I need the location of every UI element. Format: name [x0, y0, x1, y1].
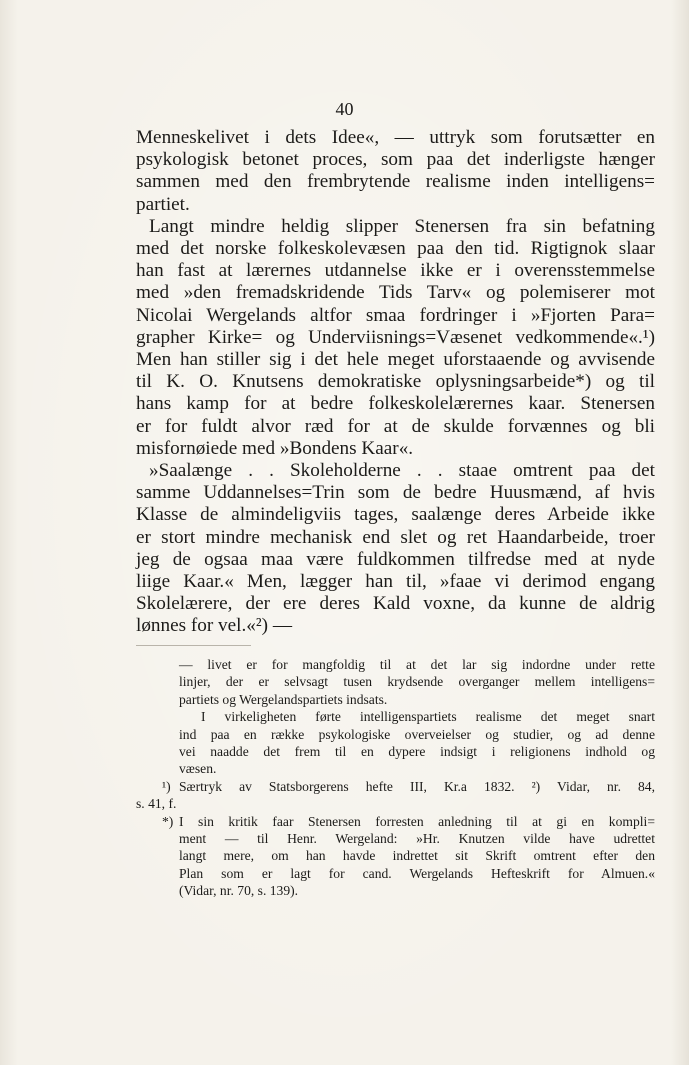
text-line: grapher Kirke= og Underviisnings=Væsenet vedkommende«.¹)	[136, 326, 655, 348]
footnote-line: I virkeligheten førte intelligenspartiets realisme det meget snart	[201, 709, 655, 725]
text-line: Langt mindre heldig slipper Stenersen fra sin befatning	[149, 215, 655, 237]
text-line: Men han stiller sig i det hele meget uforstaaende og avvisende	[136, 349, 655, 371]
text-line: er stort mindre mechanisk end slet og ret Haandarbeide, troer	[136, 526, 655, 548]
paragraph-1	[136, 127, 655, 216]
text-line: med »den fremadskridende Tids Tarv« og polemiserer mot	[136, 282, 655, 304]
text-line: med det norske folkeskolevæsen paa den tid. Rigtignok slaar	[136, 238, 655, 260]
text-line: jeg de ogsaa maa være fuldkommen tilfredse med at nyde	[136, 548, 655, 570]
footnote-line: Plan som er lagt for cand. Wergelands Hefteskrift for Almuen.«	[179, 865, 655, 881]
footnote-line: Særtryk av Statsborgerens hefte III, Kr.a 1832. ²) Vidar, nr. 84,	[179, 778, 655, 794]
footnote-mark: ¹)	[162, 778, 171, 794]
footnote-line: væsen.	[179, 761, 217, 777]
footnote-line: I sin kritik faar Stenersen forresten anledning til at gi en kompli=	[179, 813, 655, 829]
paragraph-2	[136, 216, 655, 460]
text-line: misfornøiede med »Bondens Kaar«.	[136, 437, 414, 459]
text-line: sammen med den frembrytende realisme inden intelligens=	[136, 171, 655, 193]
footnote-line: linjer, der er selvsagt tusen krydsende overganger mellem intelligens=	[179, 674, 655, 690]
footnote-line: — livet er for mangfoldig til at det lar sig indordne under rette	[179, 657, 655, 672]
footnote-line: (Vidar, nr. 70, s. 139).	[179, 883, 299, 899]
text-line: Menneskelivet i dets Idee«, — uttryk som forutsætter en	[136, 127, 655, 148]
footnote-line: partiets og Wergelandspartiets indsats.	[179, 691, 388, 707]
footnote-line: ment — til Henr. Wergeland: »Hr. Knutzen vilde have udrettet	[179, 831, 655, 847]
footnote-line: vei naadde det frem til en dypere indsigt i religionens indhold og	[179, 744, 655, 760]
main-text	[136, 127, 655, 638]
text-line: er for fuldt alvor ræd for at de skulde forvænnes og bli	[136, 415, 655, 437]
footnote-refs	[136, 778, 655, 813]
footnote-line: langt mere, om han havde indrettet sit Skrift omtrent efter den	[179, 848, 655, 864]
footnote-line: ind paa en række psykologiske overveielser og studier, og ad denne	[179, 726, 655, 742]
page-number: 40	[335, 99, 354, 119]
text-line: liige Kaar.« Men, lægger han til, »faae vi derimod engang	[136, 571, 655, 593]
text-line: partiet.	[136, 193, 190, 215]
footnote-divider	[136, 645, 251, 646]
footnotes	[136, 656, 655, 900]
footnote-star	[136, 813, 655, 900]
text-line: Klasse de almindeligviis tages, saalænge deres Arbeide ikke	[136, 504, 655, 526]
footnote-line: s. 41, f.	[136, 796, 177, 812]
text-line: lønnes for vel.«²) —	[136, 615, 293, 637]
text-line: til K. O. Knutsens demokratiske oplysningsarbeide*) og til	[136, 371, 655, 393]
text-line: hans kamp for at bedre folkeskolelærernes kaar. Stenersen	[136, 393, 655, 415]
text-line: samme Uddannelses=Trin som de bedre Huusmænd, af hvis	[136, 482, 655, 504]
text-line: han fast at lærernes utdannelse ikke er i overensstemmelse	[136, 260, 655, 282]
paragraph-3	[136, 460, 655, 638]
text-line: Nicolai Wergelands altfor smaa fordringer i »Fjorten Para=	[136, 304, 655, 326]
footnote-continuation	[136, 656, 655, 778]
text-line: »Saalænge . . Skoleholderne . . staae omtrent paa det	[149, 460, 655, 482]
footnote-mark: *)	[162, 813, 174, 829]
text-line: psykologisk betonet proces, som paa det inderligste hænger	[136, 149, 655, 171]
text-line: Skolelærere, der ere deres Kald voxne, da kunne de aldrig	[136, 593, 655, 615]
